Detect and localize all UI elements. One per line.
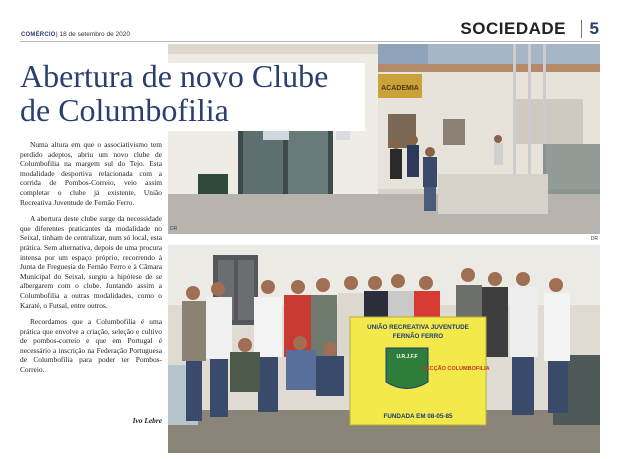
page-number: 5 bbox=[589, 19, 599, 38]
photo-group bbox=[168, 236, 600, 453]
article-body bbox=[20, 140, 162, 382]
banner-badge: U.R.J.F.F bbox=[396, 354, 418, 360]
article-headline bbox=[20, 59, 365, 127]
headline-line-2: de Columbofilia bbox=[20, 92, 229, 128]
banner-line2: FERNÃO FERRO bbox=[392, 333, 444, 340]
issue-date: | 18 de setembro de 2020 bbox=[56, 31, 130, 38]
photo-credit-1: DR bbox=[170, 226, 178, 232]
banner-line1: UNIÃO RECREATIVA JUVENTUDE bbox=[367, 324, 469, 331]
header-rule bbox=[20, 41, 600, 42]
headline-line-1: Abertura de novo Clube bbox=[20, 58, 329, 94]
group-illustration bbox=[168, 245, 600, 453]
photo-credit-2: DR bbox=[590, 236, 598, 242]
paragraph-3: Recordamos que a Columbofilia é uma prática que envolve a criação, seleção e cultivo de pombos-correio e que em Portugal é necessário a inscrição na Federação Portuguesa de Columbofilia para poder ter Pombos-Correio. bbox=[20, 317, 162, 375]
page-header bbox=[0, 0, 620, 45]
paragraph-2: A abertura deste clube surge da necessidade que diferentes praticantes da modalidade no Seixal, tinham de centralizar, num só local, esta prática. Sem alternativa, depois de uma procura intensa por um espaço próprio, recorrendo à Junta de Freguesia de Fernão Ferro e à Câmara Municipal do Seixal, surgiu a hipótese de se albergarem com o clube. Juntando assim a Columbofilia a outras modalidades, como o Karaté, o Futsal, entre outros. bbox=[20, 214, 162, 310]
building-sign: ACADEMIA bbox=[381, 85, 419, 92]
newspaper-logo: COMÉRCIO bbox=[21, 32, 56, 38]
banner-right: SECÇÃO COLUMBOFILIA bbox=[422, 366, 490, 372]
section-title: SOCIEDADE bbox=[460, 19, 566, 38]
header-separator bbox=[581, 20, 582, 38]
banner-bottom: FUNDADA EM 08-05-85 bbox=[383, 413, 453, 420]
paragraph-1: Numa altura em que o associativismo tem perdido adeptos, abriu um novo clube de Columbofilia na margem sul do Tejo. Esta modalidade desportiva relacionada com a corrida de Pombos-Correio, veio assim completar o clube já existente, União Recreativa Juventude de Fernão Ferro. bbox=[20, 140, 162, 207]
article-author: Ivo Lebre bbox=[132, 416, 162, 425]
